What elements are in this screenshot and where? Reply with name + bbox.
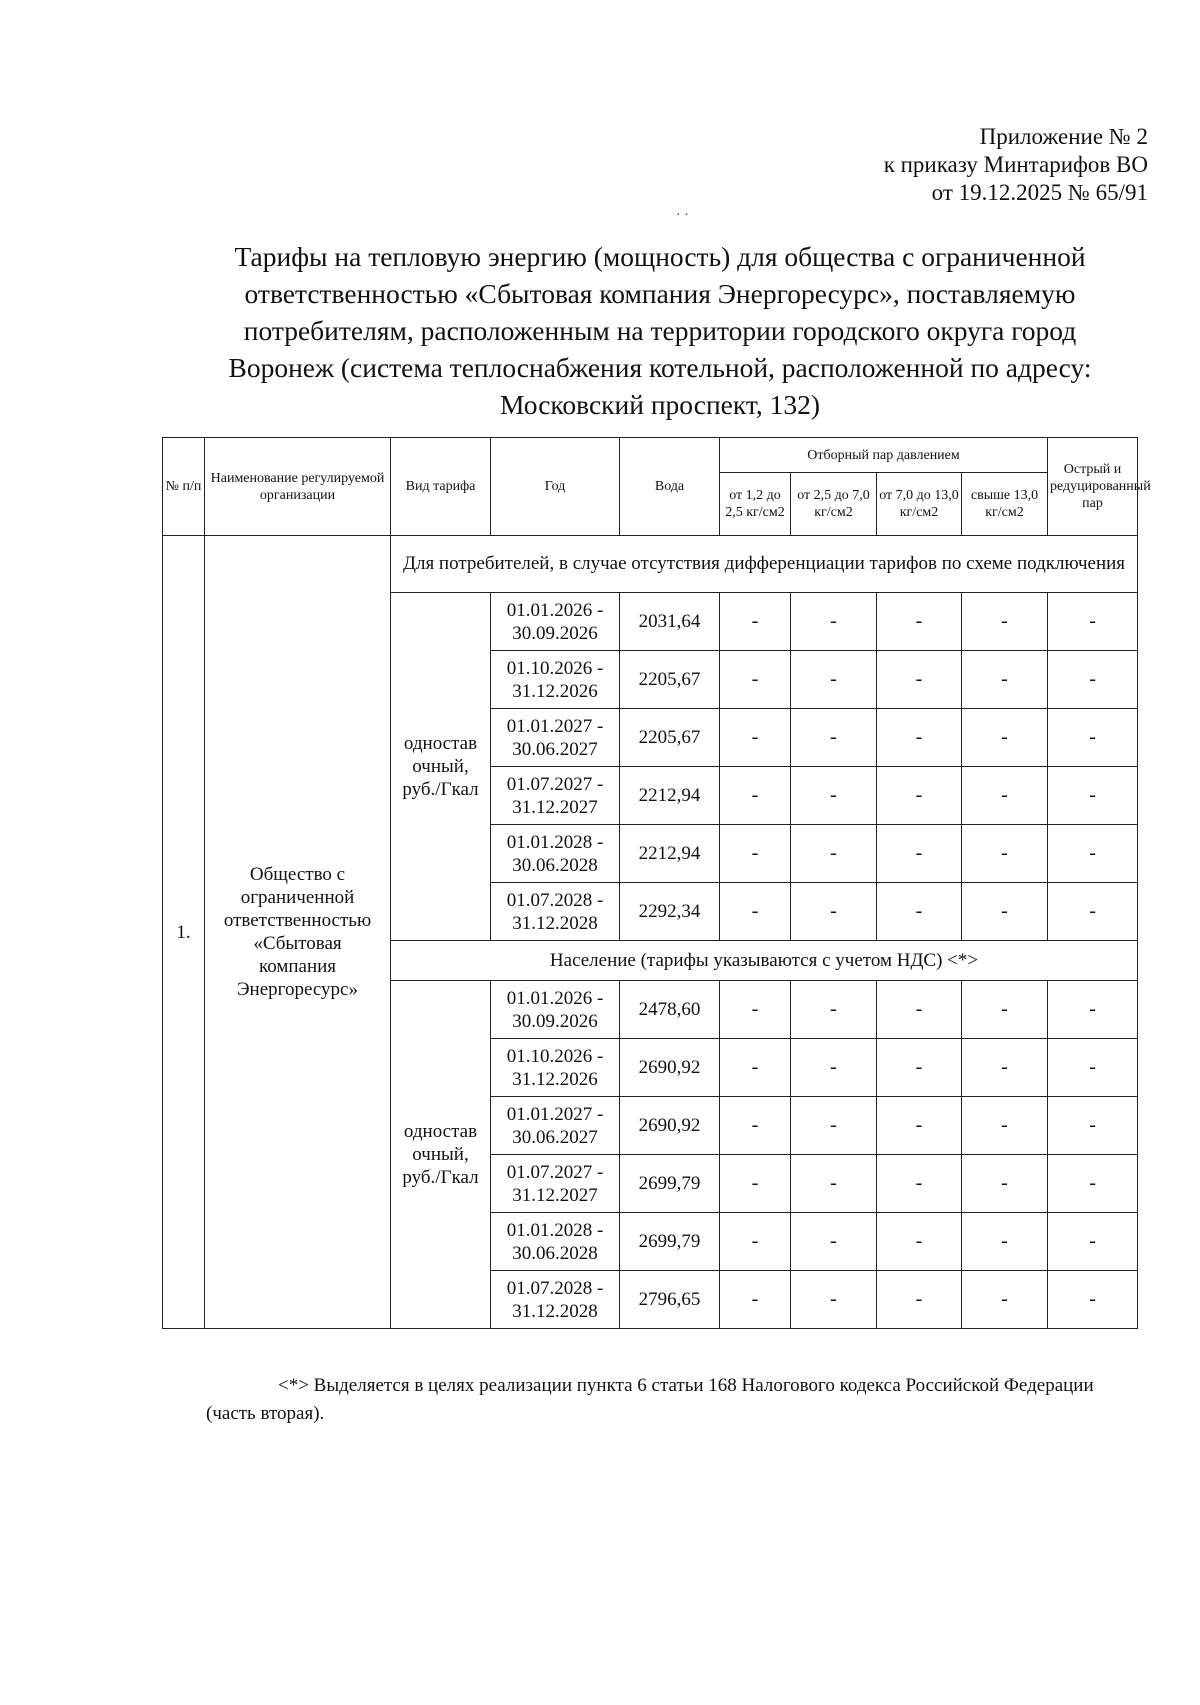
header-water: Вода <box>620 438 720 536</box>
sharp-steam-value: - <box>1048 1097 1138 1155</box>
steam-2-value: - <box>791 709 877 767</box>
section-1-header-row <box>163 536 1138 593</box>
steam-2-value: - <box>791 825 877 883</box>
water-value: 2699,79 <box>620 1213 720 1271</box>
steam-3-value: - <box>877 883 962 941</box>
header-num: № п/п <box>163 438 205 536</box>
title-line-1: Тарифы на тепловую энергию (мощность) для общества с ограниченной <box>234 241 1086 272</box>
water-value: 2690,92 <box>620 1039 720 1097</box>
document-title <box>180 238 1140 423</box>
steam-3-value: - <box>877 981 962 1039</box>
period-cell: 01.01.2028 - 30.06.2028 <box>491 1213 620 1271</box>
period-cell: 01.07.2028 - 31.12.2028 <box>491 1271 620 1329</box>
header-tariff-type: Вид тарифа <box>391 438 491 536</box>
sharp-steam-value: - <box>1048 593 1138 651</box>
footnote: <*> Выделяется в целях реализации пункта 6 статьи 168 Налогового кодекса Российской Федерации (часть вторая). <box>206 1375 1094 1424</box>
appendix-line-2: к приказу Минтарифов ВО <box>883 152 1148 177</box>
steam-1-value: - <box>720 593 791 651</box>
steam-3-value: - <box>877 1155 962 1213</box>
water-value: 2699,79 <box>620 1155 720 1213</box>
steam-3-value: - <box>877 1097 962 1155</box>
steam-3-value: - <box>877 767 962 825</box>
steam-4-value: - <box>962 593 1048 651</box>
steam-2-value: - <box>791 883 877 941</box>
steam-3-value: - <box>877 825 962 883</box>
steam-1-value: - <box>720 1039 791 1097</box>
steam-4-value: - <box>962 883 1048 941</box>
water-value: 2796,65 <box>620 1271 720 1329</box>
section-1-tariff-type: одностав очный, руб./Гкал <box>391 593 491 941</box>
header-year: Год <box>491 438 620 536</box>
period-cell: 01.07.2027 - 31.12.2027 <box>491 767 620 825</box>
steam-4-value: - <box>962 1097 1048 1155</box>
sharp-steam-value: - <box>1048 709 1138 767</box>
water-value: 2212,94 <box>620 767 720 825</box>
steam-2-value: - <box>791 1039 877 1097</box>
header-sharp-steam: Острый и редуцированный пар <box>1048 438 1138 536</box>
steam-1-value: - <box>720 825 791 883</box>
steam-3-value: - <box>877 709 962 767</box>
period-cell: 01.01.2026 - 30.09.2026 <box>491 593 620 651</box>
sharp-steam-value: - <box>1048 1213 1138 1271</box>
title-line-4: Воронеж (система теплоснабжения котельной, расположенной по адресу: <box>228 352 1092 383</box>
steam-4-value: - <box>962 981 1048 1039</box>
header-steam-3: от 7,0 до 13,0 кг/см2 <box>877 473 962 536</box>
sharp-steam-value: - <box>1048 981 1138 1039</box>
steam-2-value: - <box>791 651 877 709</box>
scan-speck: · · <box>676 208 689 223</box>
period-cell: 01.10.2026 - 31.12.2026 <box>491 651 620 709</box>
header-organization: Наименование регулируемой организации <box>205 438 391 536</box>
steam-1-value: - <box>720 1213 791 1271</box>
sharp-steam-value: - <box>1048 1271 1138 1329</box>
row-number: 1. <box>163 536 205 1329</box>
water-value: 2292,34 <box>620 883 720 941</box>
steam-1-value: - <box>720 883 791 941</box>
sharp-steam-value: - <box>1048 1039 1138 1097</box>
section-1-title: Для потребителей, в случае отсутствия дифференциации тарифов по схеме подключения <box>391 536 1138 593</box>
steam-2-value: - <box>791 1271 877 1329</box>
steam-3-value: - <box>877 1213 962 1271</box>
sharp-steam-value: - <box>1048 825 1138 883</box>
steam-2-value: - <box>791 981 877 1039</box>
title-line-3: потребителям, расположенным на территории городского округа город <box>243 315 1077 346</box>
water-value: 2212,94 <box>620 825 720 883</box>
steam-1-value: - <box>720 767 791 825</box>
steam-2-value: - <box>791 1213 877 1271</box>
section-2-tariff-type: одностав очный, руб./Гкал <box>391 981 491 1329</box>
steam-4-value: - <box>962 1155 1048 1213</box>
title-line-2: ответственностью «Сбытовая компания Энергоресурс», поставляемую <box>244 278 1076 309</box>
steam-3-value: - <box>877 1271 962 1329</box>
period-cell: 01.07.2028 - 31.12.2028 <box>491 883 620 941</box>
steam-1-value: - <box>720 1271 791 1329</box>
steam-1-value: - <box>720 651 791 709</box>
sharp-steam-value: - <box>1048 883 1138 941</box>
steam-3-value: - <box>877 1039 962 1097</box>
steam-3-value: - <box>877 651 962 709</box>
steam-4-value: - <box>962 1213 1048 1271</box>
steam-2-value: - <box>791 593 877 651</box>
period-cell: 01.01.2027 - 30.06.2027 <box>491 1097 620 1155</box>
header-steam-4: свыше 13,0 кг/см2 <box>962 473 1048 536</box>
water-value: 2205,67 <box>620 651 720 709</box>
period-cell: 01.01.2026 - 30.09.2026 <box>491 981 620 1039</box>
period-cell: 01.01.2028 - 30.06.2028 <box>491 825 620 883</box>
water-value: 2690,92 <box>620 1097 720 1155</box>
sharp-steam-value: - <box>1048 651 1138 709</box>
appendix-line-1: Приложение № 2 <box>979 124 1148 149</box>
organization-name: Общество с ограниченной ответственностью «Сбытовая компания Энергоресурс» <box>205 536 391 1329</box>
appendix-line-3: от 19.12.2025 № 65/91 <box>931 180 1148 205</box>
steam-1-value: - <box>720 1155 791 1213</box>
steam-3-value: - <box>877 593 962 651</box>
water-value: 2205,67 <box>620 709 720 767</box>
steam-4-value: - <box>962 709 1048 767</box>
water-value: 2031,64 <box>620 593 720 651</box>
steam-1-value: - <box>720 1097 791 1155</box>
steam-2-value: - <box>791 1155 877 1213</box>
steam-2-value: - <box>791 767 877 825</box>
period-cell: 01.07.2027 - 31.12.2027 <box>491 1155 620 1213</box>
tariff-table <box>162 437 1151 1329</box>
sharp-steam-value: - <box>1048 767 1138 825</box>
steam-2-value: - <box>791 1097 877 1155</box>
steam-4-value: - <box>962 825 1048 883</box>
steam-4-value: - <box>962 1039 1048 1097</box>
period-cell: 01.01.2027 - 30.06.2027 <box>491 709 620 767</box>
section-2-title: Население (тарифы указываются с учетом НДС) <*> <box>391 941 1138 981</box>
title-line-5: Московский проспект, 132) <box>500 389 820 420</box>
header-steam-2: от 2,5 до 7,0 кг/см2 <box>791 473 877 536</box>
steam-4-value: - <box>962 1271 1048 1329</box>
table-header-row <box>163 438 1138 473</box>
sharp-steam-value: - <box>1048 1155 1138 1213</box>
appendix-header <box>548 123 1148 207</box>
steam-1-value: - <box>720 709 791 767</box>
steam-4-value: - <box>962 651 1048 709</box>
water-value: 2478,60 <box>620 981 720 1039</box>
header-steam-1: от 1,2 до 2,5 кг/см2 <box>720 473 791 536</box>
period-cell: 01.10.2026 - 31.12.2026 <box>491 1039 620 1097</box>
header-steam-group: Отборный пар давлением <box>720 438 1048 473</box>
steam-4-value: - <box>962 767 1048 825</box>
steam-1-value: - <box>720 981 791 1039</box>
